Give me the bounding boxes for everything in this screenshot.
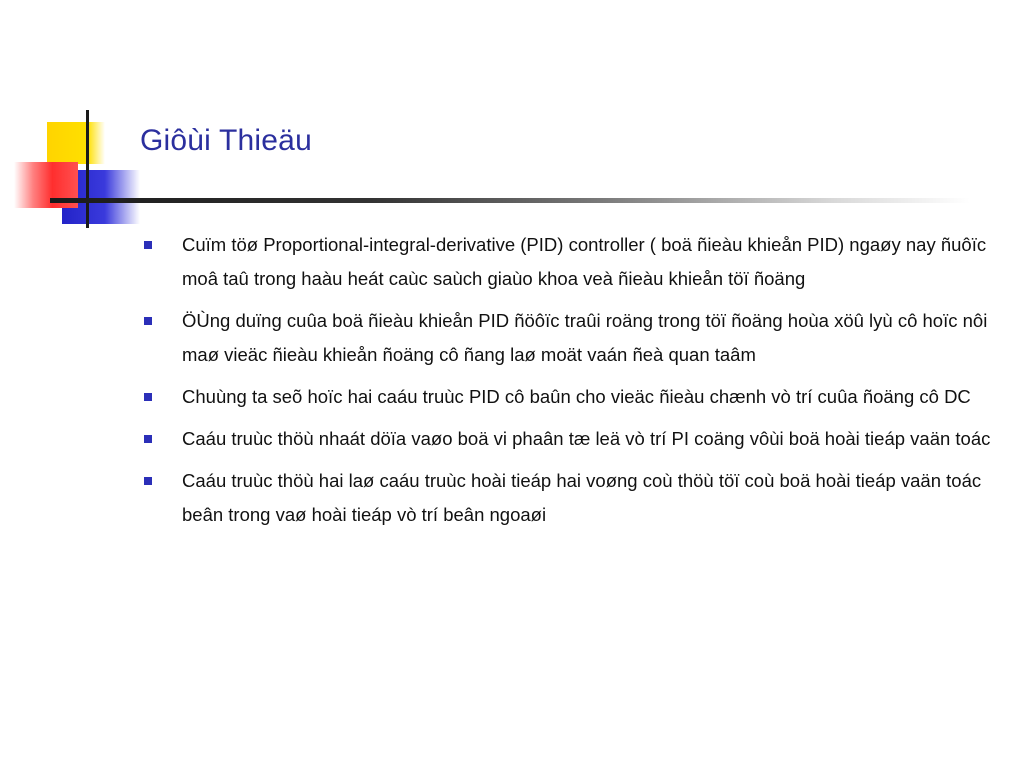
- bullet-square-icon: [144, 393, 152, 401]
- bullet-list: [144, 228, 994, 540]
- yellow-square: [47, 122, 105, 164]
- vertical-rule: [86, 110, 89, 228]
- bullet-square-icon: [144, 477, 152, 485]
- bullet-square-icon: [144, 435, 152, 443]
- list-item: [144, 304, 994, 372]
- list-item: [144, 228, 994, 296]
- bullet-text: Chuùng ta seõ hoïc hai caáu truùc PID cô baûn cho vieäc ñieàu chænh vò trí cuûa ñoäng cô DC: [182, 386, 971, 407]
- bullet-text: Caáu truùc thöù hai laø caáu truùc hoài tieáp hai voøng coù thöù töï coù boä hoài tieáp vaän toác beân trong vaø hoài tieáp vò trí beân ngoaøi: [182, 470, 982, 525]
- slide-title: Giôùi Thieäu: [140, 124, 312, 157]
- bullet-square-icon: [144, 317, 152, 325]
- bullet-text: Cuïm töø Proportional-integral-derivative (PID) controller ( boä ñieàu khieån PID) ngaøy nay ñuôïc moâ taû trong haàu heát caùc saùch giaùo khoa veà ñieàu khieån töï ñoäng: [182, 234, 987, 289]
- title-underline: [50, 198, 970, 203]
- bullet-square-icon: [144, 241, 152, 249]
- bullet-text: ÖÙng duïng cuûa boä ñieàu khieån PID ñöôïc traûi roäng trong töï ñoäng hoùa xöû lyù cô hoïc nôi maø vieäc ñieàu khieån ñoäng cô ñang laø moät vaán ñeà quan taâm: [182, 310, 988, 365]
- bullet-text: Caáu truùc thöù nhaát döïa vaøo boä vi phaân tæ leä vò trí PI coäng vôùi boä hoài tieáp vaän toác: [182, 428, 991, 449]
- decorative-logo: [0, 0, 150, 240]
- list-item: [144, 464, 994, 532]
- list-item: [144, 380, 994, 414]
- list-item: [144, 422, 994, 456]
